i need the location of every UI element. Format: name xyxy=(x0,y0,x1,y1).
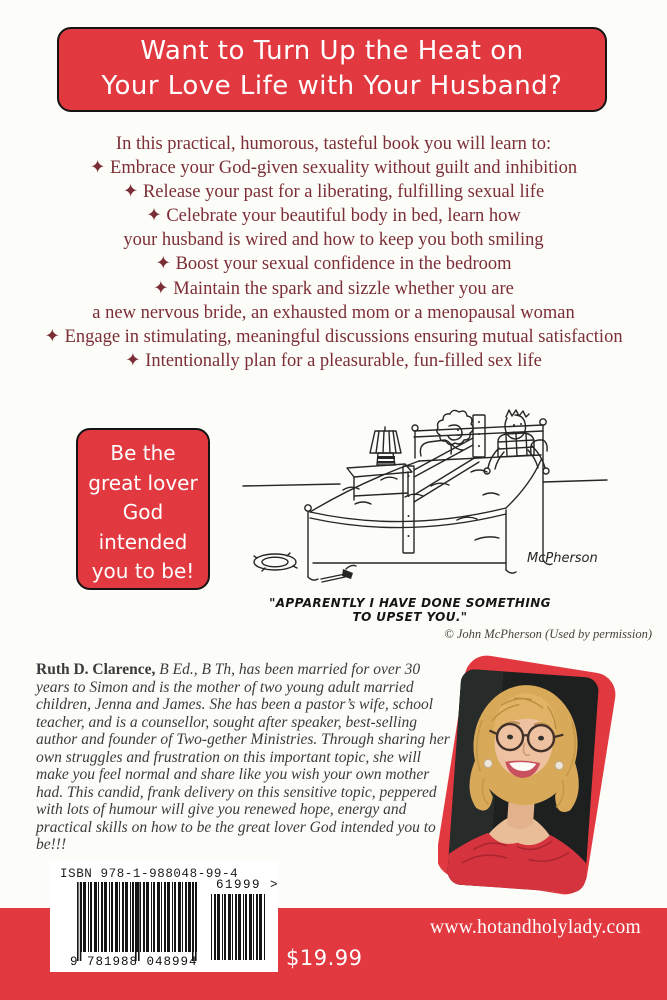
tagline-line: God xyxy=(122,500,164,524)
benefits-list xyxy=(0,132,667,373)
benefit-line: ✦ Celebrate your beautiful body in bed, learn how xyxy=(146,206,521,227)
tagline-line: Be the xyxy=(110,441,176,465)
headline-banner xyxy=(57,27,607,112)
benefit-line: ✦ Embrace your God-given sexuality without guilt and inhibition xyxy=(89,158,578,179)
tagline-line: you to be! xyxy=(91,559,195,583)
tagline-line: great lover xyxy=(88,470,198,495)
benefit-line: your husband is wired and how to keep you both smiling xyxy=(123,230,544,251)
tagline-box xyxy=(76,428,210,590)
website-url: www.hotandholylady.com xyxy=(430,917,641,938)
cartoon-signature: McPherson xyxy=(527,551,598,566)
cartoon-caption-line-2: TO UPSET YOU." xyxy=(352,609,468,624)
cartoon-caption xyxy=(240,597,580,624)
barcode-supplement-label: 61999 > xyxy=(216,878,280,892)
bed-cartoon-illustration xyxy=(235,400,655,596)
benefits-intro: In this practical, humorous, tasteful book you will learn to: xyxy=(115,134,552,154)
price-label: $19.99 xyxy=(286,946,363,970)
barcode-digits: 9 781988 048994 xyxy=(70,955,198,969)
author-name: Ruth D. Clarence, xyxy=(36,661,156,678)
benefit-line: ✦ Release your past for a liberating, fulfilling sexual life xyxy=(122,182,545,203)
author-photo xyxy=(438,653,618,905)
barcode-main xyxy=(77,882,203,964)
barcode-panel xyxy=(50,861,278,972)
benefit-line: a new nervous bride, an exhausted mom or a menopausal woman xyxy=(92,302,575,323)
author-bio-text: B Ed., B Th, has been married for over 30 years to Simon and is the mother of two young adult married children, Jenna and James. She has been a pastor’s wife, school teacher, and is a counsellor, sought after speaker, best-selling author and founder of Two-gether Ministries. Through sharing her own struggles and frustration on this important topic, she will make you feel normal and share like you wish your own mother had. This candid, frank delivery on this sensitive topic, peppered with lots of humour will give you renewed hope, energy and practical skills on how to be the great lover God intended you to be!!! xyxy=(36,661,450,853)
author-bio xyxy=(36,661,452,854)
tagline-line: intended xyxy=(98,529,188,554)
headline-line-2: Your Love Life with Your Husband? xyxy=(101,71,563,101)
benefit-line: ✦ Intentionally plan for a pleasurable, fun-filled sex life xyxy=(125,350,542,371)
headline-line-1: Want to Turn Up the Heat on xyxy=(140,36,524,66)
benefit-line: ✦ Maintain the spark and sizzle whether you are xyxy=(153,278,514,299)
portrait-photo xyxy=(447,668,600,893)
cartoon-caption-line-1: "APPARENTLY I HAVE DONE SOMETHING xyxy=(269,596,551,610)
barcode-supplement xyxy=(211,894,269,964)
benefit-line: ✦ Engage in stimulating, meaningful discussions ensuring mutual satisfaction xyxy=(44,326,623,347)
benefit-line: ✦ Boost your sexual confidence in the bedroom xyxy=(155,254,512,275)
cartoon-credit: © John McPherson (Used by permission) xyxy=(444,627,652,641)
isbn-label: ISBN 978-1-988048-99-4 xyxy=(60,867,239,881)
